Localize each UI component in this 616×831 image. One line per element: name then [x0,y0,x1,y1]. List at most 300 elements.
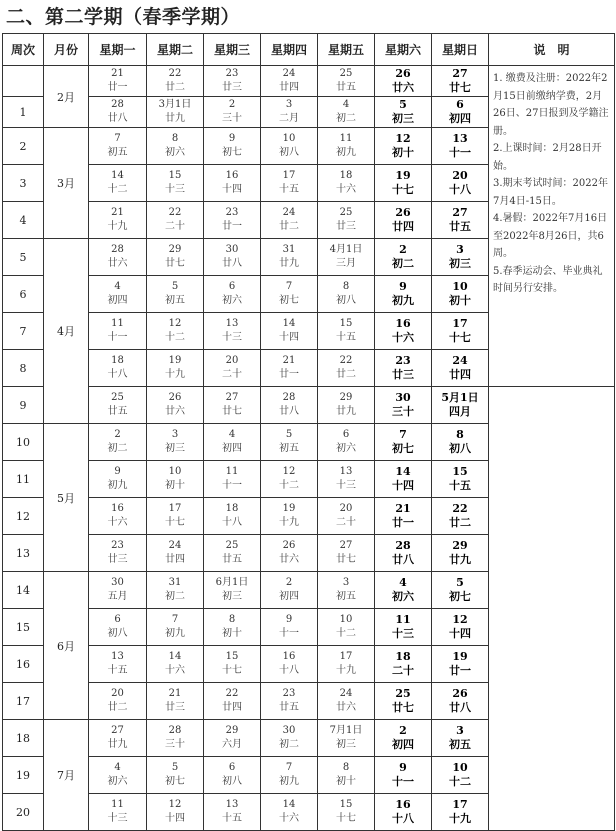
lunar-date: 初七 [165,776,185,787]
solar-date: 22 [452,502,468,515]
lunar-date: 廿五 [279,702,299,713]
day-cell [261,572,318,609]
lunar-date: 廿三 [392,368,414,381]
note-item: 4.暑假：2022年7月16日至2022年8月26日，共6周。 [493,213,608,259]
solar-date: 7 [114,133,121,144]
day-cell [89,276,147,313]
solar-date: 8 [342,281,350,292]
lunar-date: 十八 [222,517,242,528]
solar-date: 2 [399,724,407,737]
notes-cell-empty [489,387,615,831]
weekend-day-cell [375,239,432,276]
lunar-date: 廿七 [392,701,414,714]
weekend-day-cell [432,609,489,646]
day-cell [204,794,261,831]
day-cell [89,646,147,683]
solar-date: 5 [171,762,179,773]
lunar-date: 廿六 [336,702,356,713]
lunar-date: 初四 [107,295,128,306]
solar-date: 5 [399,98,407,111]
lunar-date: 六月 [222,739,242,750]
day-cell [204,313,261,350]
solar-date: 20 [225,355,239,366]
lunar-date: 十四 [222,184,242,195]
solar-date: 4月1日 [329,244,363,255]
solar-date: 8 [171,133,179,144]
lunar-date: 十九 [165,369,185,380]
day-cell [89,683,147,720]
solar-date: 23 [225,68,239,79]
lunar-date: 初五 [279,443,299,454]
note-item: 1. 缴费及注册：2022年2月15日前缴纳学费，2月26日、27日报到及学籍注册。 [493,73,609,137]
solar-date: 18 [339,170,353,181]
weekend-day-cell [375,461,432,498]
solar-date: 4 [228,429,236,440]
lunar-date: 初九 [279,776,299,787]
lunar-date: 十二 [107,184,128,195]
day-cell [318,498,375,535]
lunar-date: 十七 [222,665,242,676]
solar-date: 26 [452,687,468,700]
lunar-date: 十三 [107,813,128,824]
day-cell [261,313,318,350]
solar-date: 4 [114,762,121,773]
solar-date: 14 [395,465,411,478]
lunar-date: 十六 [336,184,356,195]
day-cell [318,757,375,794]
solar-date: 15 [452,465,468,478]
solar-date: 28 [111,99,124,110]
weekend-day-cell [375,424,432,461]
lunar-date: 二十 [165,221,185,232]
lunar-date: 廿四 [222,702,242,713]
day-cell [204,276,261,313]
lunar-date: 初六 [336,443,356,454]
week-number: 14 [3,572,44,609]
weekend-day-cell [432,165,489,202]
solar-date: 15 [168,170,182,181]
solar-date: 24 [282,68,296,79]
day-cell [89,202,147,239]
note-item: 5.春季运动会、毕业典礼时间另行安排。 [493,265,603,294]
day-cell [318,387,375,424]
day-cell [318,461,375,498]
lunar-date: 初三 [222,591,242,602]
lunar-date: 初八 [336,295,356,306]
solar-date: 14 [282,318,296,329]
solar-date: 16 [395,798,411,811]
solar-date: 3 [456,243,464,256]
solar-date: 23 [111,540,124,551]
solar-date: 22 [168,68,182,79]
day-cell [147,387,204,424]
day-cell [261,350,318,387]
solar-date: 25 [225,540,239,551]
lunar-date: 十一 [392,775,414,788]
day-cell [89,313,147,350]
day-cell [147,461,204,498]
semester-calendar-table [2,33,615,831]
day-cell [147,424,204,461]
day-cell [318,572,375,609]
lunar-date: 十三 [165,184,185,195]
weekend-day-cell [432,97,489,128]
solar-date: 24 [282,207,296,218]
day-cell [318,424,375,461]
lunar-date: 廿八 [392,553,414,566]
solar-date: 27 [111,725,124,736]
day-cell [204,387,261,424]
lunar-date: 初三 [165,443,185,454]
solar-date: 26 [168,392,182,403]
solar-date: 31 [168,577,182,588]
lunar-date: 十五 [222,813,242,824]
solar-date: 30 [225,244,239,255]
solar-date: 31 [282,244,296,255]
weekend-day-cell [432,202,489,239]
lunar-date: 廿九 [165,113,185,124]
solar-date: 28 [111,244,124,255]
lunar-date: 十九 [107,221,128,232]
lunar-date: 廿七 [449,81,471,94]
day-cell [261,128,318,165]
lunar-date: 十四 [449,627,471,640]
day-cell [318,609,375,646]
solar-date: 8 [228,614,236,625]
solar-date: 25 [339,68,353,79]
week-number: 11 [3,461,44,498]
day-cell [89,609,147,646]
lunar-date: 初六 [222,295,242,306]
solar-date: 29 [168,244,182,255]
solar-date: 19 [395,169,411,182]
day-cell [204,97,261,128]
day-cell [261,498,318,535]
lunar-date: 廿二 [107,702,128,713]
day-cell [318,720,375,757]
solar-date: 10 [168,466,182,477]
solar-date: 25 [111,392,124,403]
column-header: 星期日 [432,34,489,66]
lunar-date: 初八 [449,442,471,455]
day-cell [204,202,261,239]
table-header-row [3,34,615,66]
solar-date: 23 [395,354,411,367]
lunar-date: 廿一 [449,664,471,677]
solar-date: 20 [452,169,468,182]
lunar-date: 十四 [165,813,185,824]
weekend-day-cell [432,683,489,720]
solar-date: 10 [452,761,468,774]
solar-date: 7 [399,428,407,441]
lunar-date: 十七 [336,813,356,824]
solar-date: 15 [225,651,239,662]
lunar-date: 初九 [392,294,414,307]
day-cell [147,97,204,128]
solar-date: 2 [399,243,407,256]
lunar-date: 十二 [336,628,356,639]
lunar-date: 廿三 [107,554,128,565]
lunar-date: 初五 [107,147,128,158]
solar-date: 10 [339,614,353,625]
lunar-date: 廿一 [107,82,128,93]
lunar-date: 廿五 [107,406,128,417]
column-header: 星期二 [147,34,204,66]
solar-date: 18 [111,355,124,366]
day-cell [318,350,375,387]
day-cell [204,720,261,757]
solar-date: 30 [282,725,296,736]
lunar-date: 初八 [222,776,242,787]
lunar-date: 十七 [392,183,414,196]
lunar-date: 三十 [392,405,414,418]
solar-date: 6 [228,281,236,292]
solar-date: 27 [452,67,468,80]
solar-date: 9 [285,614,293,625]
lunar-date: 初五 [336,591,356,602]
day-cell [318,128,375,165]
column-header: 星期一 [89,34,147,66]
month-label: 3月 [44,128,89,239]
weekend-day-cell [432,350,489,387]
lunar-date: 初七 [392,442,414,455]
day-cell [261,794,318,831]
day-cell [147,202,204,239]
solar-date: 10 [452,280,468,293]
day-cell [89,128,147,165]
lunar-date: 初二 [165,591,185,602]
weekend-day-cell [432,276,489,313]
week-number: 12 [3,498,44,535]
lunar-date: 初五 [449,738,471,751]
note-item: 2.上课时间：2月28日开始。 [493,143,602,172]
day-cell [318,646,375,683]
day-cell [204,165,261,202]
solar-date: 22 [168,207,182,218]
solar-date: 13 [225,799,239,810]
solar-date: 7 [171,614,179,625]
lunar-date: 廿一 [392,516,414,529]
lunar-date: 初六 [165,147,185,158]
lunar-date: 十三 [392,627,414,640]
lunar-date: 廿六 [392,81,414,94]
solar-date: 25 [395,687,411,700]
week-number: 16 [3,646,44,683]
weekend-day-cell [375,97,432,128]
lunar-date: 廿七 [336,554,356,565]
lunar-date: 廿二 [449,516,471,529]
lunar-date: 廿六 [107,258,128,269]
solar-date: 28 [282,392,296,403]
solar-date: 16 [111,503,124,514]
solar-date: 21 [111,207,124,218]
solar-date: 14 [168,651,182,662]
lunar-date: 廿八 [107,113,128,124]
weekend-day-cell [375,387,432,424]
solar-date: 29 [339,392,353,403]
lunar-date: 廿八 [449,701,471,714]
lunar-date: 十八 [449,183,471,196]
solar-date: 22 [225,688,239,699]
weekend-day-cell [375,66,432,97]
lunar-date: 十七 [165,517,185,528]
day-cell [89,572,147,609]
lunar-date: 廿一 [279,369,299,380]
lunar-date: 十九 [449,812,471,825]
day-cell [147,350,204,387]
solar-date: 11 [111,799,124,810]
solar-date: 27 [339,540,353,551]
solar-date: 24 [168,540,182,551]
day-cell [318,535,375,572]
solar-date: 23 [225,207,239,218]
solar-date: 3月1日 [158,99,192,110]
day-cell [89,387,147,424]
solar-date: 12 [395,132,411,145]
day-cell [89,97,147,128]
lunar-date: 二十 [336,517,356,528]
solar-date: 11 [111,318,124,329]
day-cell [147,609,204,646]
day-cell [204,239,261,276]
weekend-day-cell [432,387,489,424]
lunar-date: 三十 [165,739,185,750]
day-cell [204,66,261,97]
lunar-date: 初六 [107,776,128,787]
week-number: 2 [3,128,44,165]
solar-date: 3 [342,577,350,588]
lunar-date: 初八 [107,628,128,639]
solar-date: 14 [282,799,296,810]
week-number: 15 [3,609,44,646]
weekend-day-cell [432,424,489,461]
lunar-date: 廿八 [222,258,242,269]
day-cell [318,313,375,350]
lunar-date: 十二 [165,332,185,343]
day-cell [261,387,318,424]
lunar-date: 初四 [279,591,299,602]
day-cell [204,572,261,609]
lunar-date: 十八 [279,665,299,676]
day-cell [89,794,147,831]
day-cell [147,276,204,313]
day-cell [147,128,204,165]
day-cell [261,165,318,202]
lunar-date: 初二 [392,257,414,270]
solar-date: 23 [282,688,296,699]
solar-date: 7月1日 [329,725,363,736]
lunar-date: 初六 [392,590,414,603]
solar-date: 28 [168,725,182,736]
day-cell [89,757,147,794]
lunar-date: 十一 [107,332,128,343]
solar-date: 11 [395,613,411,626]
solar-date: 12 [452,613,468,626]
weekend-day-cell [432,313,489,350]
weekend-day-cell [375,794,432,831]
solar-date: 24 [452,354,468,367]
lunar-date: 初四 [222,443,242,454]
solar-date: 13 [339,466,353,477]
weekend-day-cell [432,757,489,794]
day-cell [89,535,147,572]
solar-date: 3 [456,724,464,737]
day-cell [261,276,318,313]
day-cell [147,165,204,202]
month-label: 2月 [44,66,89,128]
lunar-date: 十六 [392,331,414,344]
solar-date: 16 [225,170,239,181]
solar-date: 15 [339,799,353,810]
lunar-date: 廿七 [165,258,185,269]
lunar-date: 二月 [279,113,299,124]
column-header: 月份 [44,34,89,66]
lunar-date: 廿四 [392,220,414,233]
lunar-date: 十一 [279,628,299,639]
day-cell [318,165,375,202]
solar-date: 4 [342,99,350,110]
day-cell [147,535,204,572]
table-row [3,387,615,424]
column-header: 说 明 [489,34,615,66]
column-header: 星期三 [204,34,261,66]
lunar-date: 初二 [107,443,128,454]
day-cell [204,757,261,794]
solar-date: 6 [456,98,464,111]
lunar-date: 十九 [336,665,356,676]
solar-date: 26 [395,206,411,219]
lunar-date: 廿三 [336,221,356,232]
week-number [3,66,44,97]
weekend-day-cell [432,572,489,609]
month-label: 4月 [44,239,89,424]
solar-date: 6 [114,614,121,625]
solar-date: 26 [395,67,411,80]
weekend-day-cell [432,794,489,831]
lunar-date: 十七 [449,331,471,344]
solar-date: 27 [225,392,239,403]
lunar-date: 十四 [279,332,299,343]
lunar-date: 十九 [279,517,299,528]
column-header: 星期四 [261,34,318,66]
lunar-date: 十四 [392,479,414,492]
solar-date: 25 [339,207,353,218]
solar-date: 30 [395,391,411,404]
lunar-date: 初十 [392,146,414,159]
solar-date: 6 [342,429,350,440]
solar-date: 2 [114,429,121,440]
solar-date: 5 [171,281,179,292]
solar-date: 11 [339,133,353,144]
day-cell [204,461,261,498]
month-label: 7月 [44,720,89,831]
solar-date: 20 [111,688,124,699]
solar-date: 5 [285,429,293,440]
column-header: 周次 [3,34,44,66]
lunar-date: 初九 [165,628,185,639]
day-cell [147,313,204,350]
day-cell [147,757,204,794]
lunar-date: 初十 [222,628,242,639]
weekend-day-cell [375,165,432,202]
solar-date: 29 [225,725,239,736]
lunar-date: 二十 [222,369,242,380]
day-cell [318,97,375,128]
lunar-date: 三月 [336,258,356,269]
weekend-day-cell [375,128,432,165]
week-number: 19 [3,757,44,794]
day-cell [147,239,204,276]
